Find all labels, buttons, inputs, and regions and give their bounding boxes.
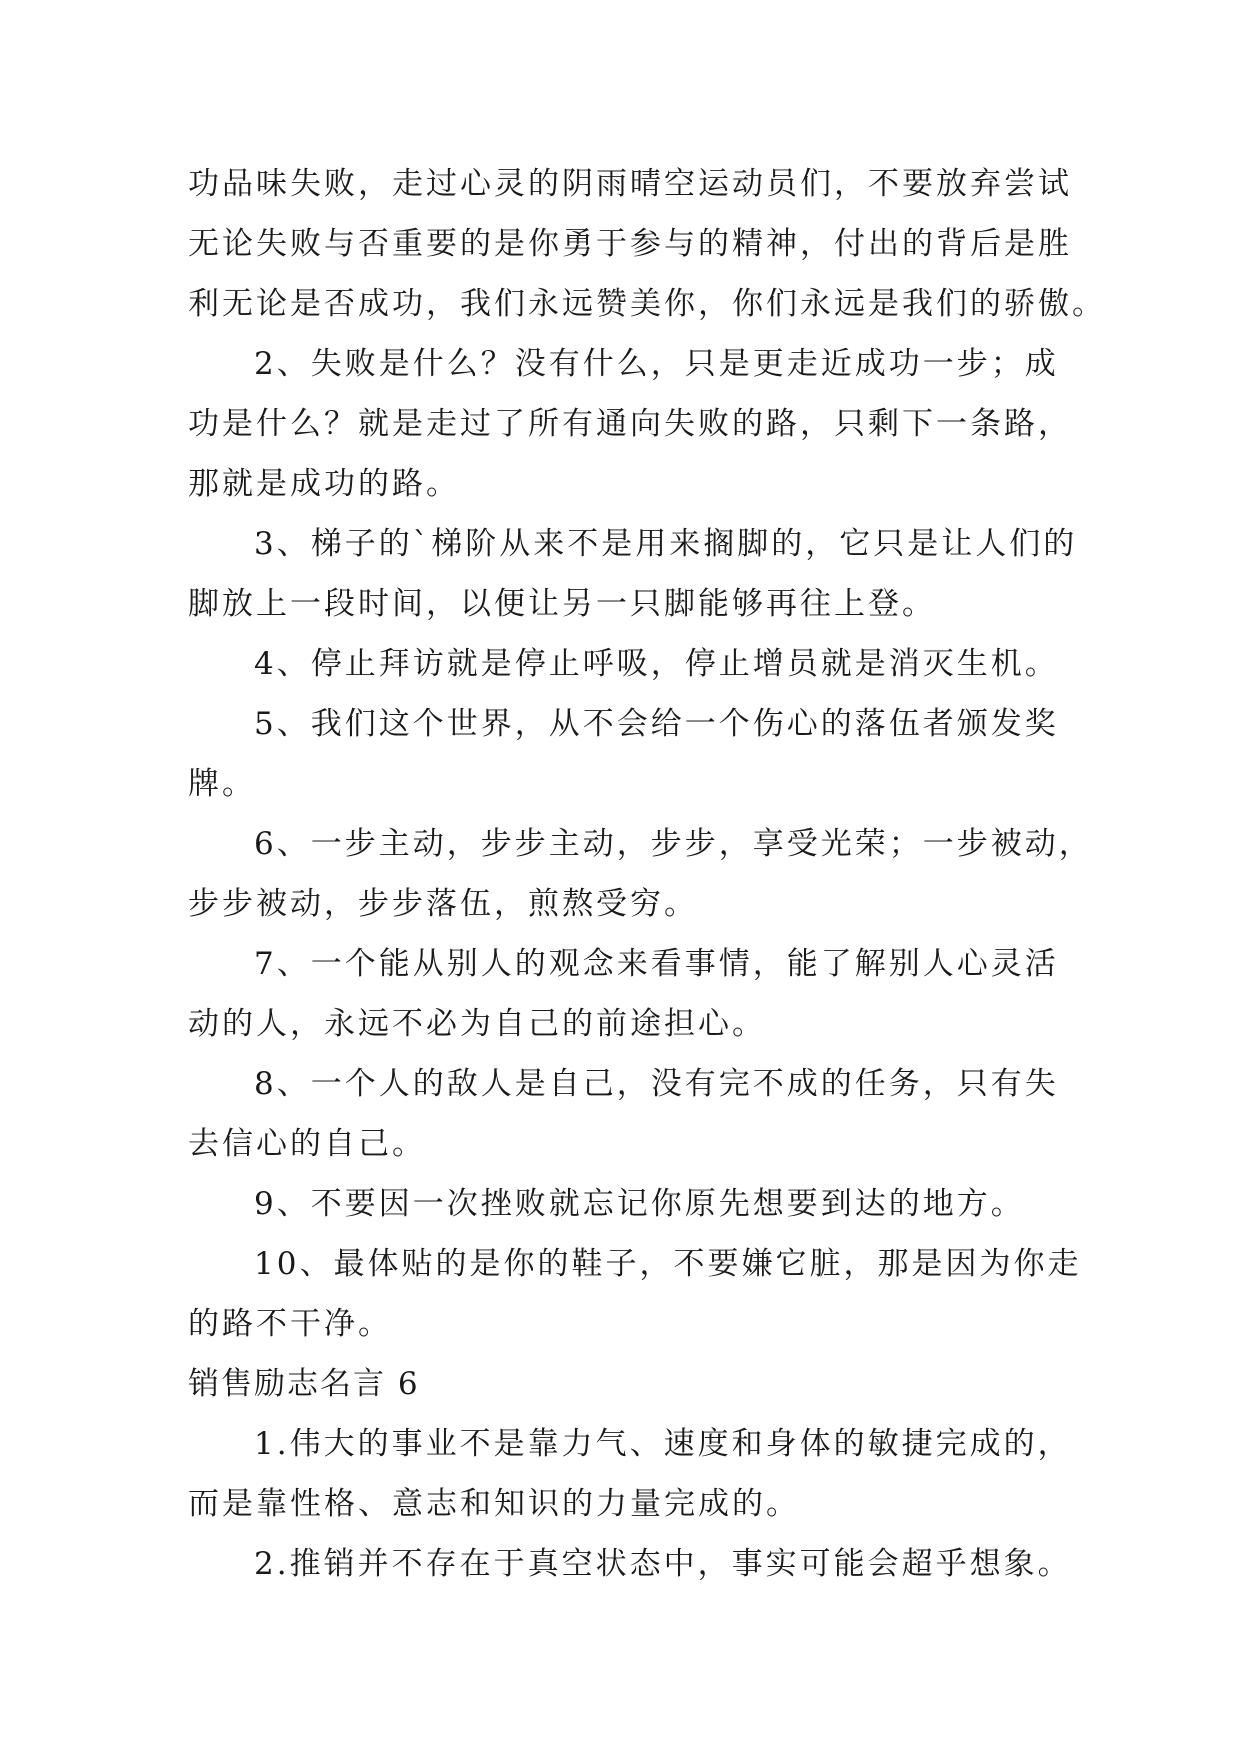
quote-line: 去信心的自己。 <box>188 1126 426 1162</box>
quote-line: 10、最体贴的是你的鞋子，不要嫌它脏，那是因为你走 <box>254 1246 1082 1282</box>
quote-line: 7、一个能从别人的观念来看事情，能了解别人心灵活 <box>254 946 1059 982</box>
quote-line: 4、停止拜访就是停止呼吸，停止增员就是消灭生机。 <box>254 646 1059 682</box>
quote-line: 动的人，永远不必为自己的前途担心。 <box>188 1006 766 1042</box>
quote-line: 功是什么？就是走过了所有通向失败的路，只剩下一条路， <box>188 406 1072 442</box>
section-heading: 销售励志名言 6 <box>188 1366 420 1402</box>
quote-line: 6、一步主动，步步主动，步步，享受光荣；一步被动， <box>254 826 1093 862</box>
quote-line: 而是靠性格、意志和知识的力量完成的。 <box>188 1486 800 1522</box>
intro-line: 无论失败与否重要的是你勇于参与的精神，付出的背后是胜 <box>188 226 1072 262</box>
quote-line: 8、一个人的敌人是自己，没有完不成的任务，只有失 <box>254 1066 1059 1102</box>
quote-line: 2、失败是什么？没有什么，只是更走近成功一步；成 <box>254 346 1059 382</box>
intro-line: 功品味失败，走过心灵的阴雨晴空运动员们，不要放弃尝试 <box>188 166 1072 202</box>
quote-line: 3、梯子的`梯阶从来不是用来搁脚的，它只是让人们的 <box>254 526 1078 562</box>
quote-line: 的路不干净。 <box>188 1306 392 1342</box>
quote-line: 脚放上一段时间，以便让另一只脚能够再往上登。 <box>188 586 936 622</box>
intro-line: 利无论是否成功，我们永远赞美你，你们永远是我们的骄傲。 <box>188 286 1106 322</box>
quote-line: 牌。 <box>188 766 256 802</box>
quote-line: 步步被动，步步落伍，煎熬受穷。 <box>188 886 698 922</box>
quote-line: 5、我们这个世界，从不会给一个伤心的落伍者颁发奖 <box>254 706 1059 742</box>
quote-line: 9、不要因一次挫败就忘记你原先想要到达的地方。 <box>254 1186 1025 1222</box>
quote-line: 那就是成功的路。 <box>188 466 460 502</box>
quote-line: 2.推销并不存在于真空状态中，事实可能会超乎想象。 <box>254 1546 1072 1582</box>
quote-line: 1.伟大的事业不是靠力气、速度和身体的敏捷完成的， <box>254 1426 1072 1462</box>
